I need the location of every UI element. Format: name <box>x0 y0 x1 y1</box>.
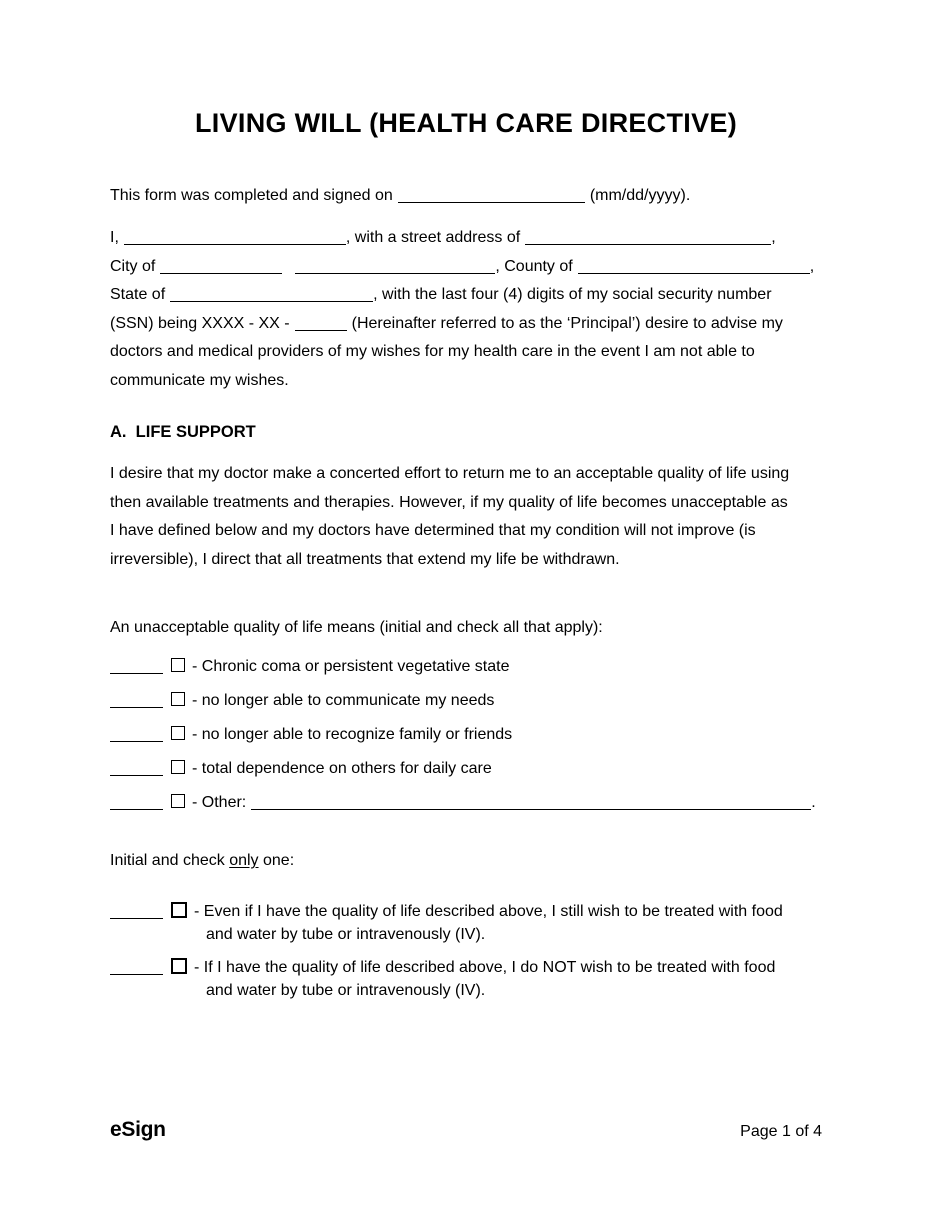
city-blank-segment-2[interactable] <box>295 268 495 274</box>
document-title: LIVING WILL (HEALTH CARE DIRECTIVE) <box>195 108 737 138</box>
date-line-suffix: (mm/dd/yyyy). <box>589 187 691 204</box>
communicate-needs-checkbox[interactable] <box>171 692 185 706</box>
text-street-address-of: , with a street address of <box>345 229 521 246</box>
feed-even-if-checkbox[interactable] <box>171 902 187 918</box>
daily-care-label: - total dependence on others for daily care <box>192 760 492 777</box>
section-a-line-2: then available treatments and therapies. However, if my quality of life becomes unacceptable as <box>110 493 788 511</box>
section-a-line-3: I have defined below and my doctors have determined that my condition will not improve (is <box>110 522 756 539</box>
communicate-needs-label: - no longer able to communicate my needs <box>192 692 495 709</box>
text-last-four-digits: , with the last four (4) digits of my social security number <box>373 286 772 303</box>
principal-line-3 <box>110 281 822 310</box>
principal-line-4 <box>110 310 822 339</box>
text-comma-2: , <box>809 257 815 275</box>
communicate-needs-row <box>110 684 822 718</box>
principal-line-5: doctors and medical providers of my wishes for my health care in the event I am not able to <box>110 343 755 360</box>
feed-even-if-initials-blank[interactable] <box>110 913 163 919</box>
choice-prompt-pre: Initial and check <box>110 852 225 869</box>
choice-prompt-only-underlined: only <box>229 852 259 869</box>
chronic-coma-label: - Chronic coma or persistent vegetative state <box>192 658 510 675</box>
other-initials-blank[interactable] <box>110 804 163 810</box>
other-label: - Other: <box>192 794 247 811</box>
section-a-line-1: I desire that my doctor make a concerted effort to return me to an acceptable quality of life using <box>110 465 790 482</box>
chronic-coma-row <box>110 650 822 684</box>
feed-even-if-option <box>110 900 822 946</box>
principal-paragraph <box>110 224 822 395</box>
recognize-family-checkbox[interactable] <box>171 726 185 740</box>
principal-line-1 <box>110 224 822 253</box>
state-blank[interactable] <box>170 296 373 302</box>
principal-line-2 <box>110 253 822 282</box>
esign-logo: eSign <box>110 1118 166 1141</box>
principal-line-6: communicate my wishes. <box>110 371 289 389</box>
feed-even-if-text-line1: - Even if I have the quality of life described above, I still wish to be treated with food <box>194 903 783 920</box>
feed-even-if-line-2: and water by tube or intravenously (IV). <box>206 926 486 943</box>
street-address-blank[interactable] <box>525 239 771 245</box>
page-number-label: Page 1 of 4 <box>740 1123 822 1140</box>
chronic-coma-checkbox[interactable] <box>171 658 185 672</box>
feed-even-if-line-1 <box>110 900 822 923</box>
text-state-of: State of <box>110 286 166 303</box>
no-feed-checkbox[interactable] <box>171 958 187 974</box>
section-a-line-4: irreversible), I direct that all treatments that extend my life be withdrawn. <box>110 550 620 568</box>
quality-checklist <box>110 650 822 820</box>
recognize-family-initials-blank[interactable] <box>110 736 163 742</box>
date-signed-line <box>110 186 822 206</box>
other-text-blank[interactable] <box>251 804 811 810</box>
text-comma-1: , <box>771 229 776 246</box>
page-footer <box>110 1118 822 1142</box>
section-a-heading: A. LIFE SUPPORT <box>110 423 256 441</box>
city-blank-segment-1[interactable] <box>160 268 282 274</box>
daily-care-initials-blank[interactable] <box>110 770 163 776</box>
other-period: . <box>811 794 816 811</box>
other-row <box>110 786 822 820</box>
text-hereinafter: (Hereinafter referred to as the ‘Principal’) desire to advise my <box>351 314 783 332</box>
no-feed-line-2: and water by tube or intravenously (IV). <box>206 982 486 999</box>
text-i: I, <box>110 229 119 246</box>
section-a-body <box>110 460 822 574</box>
county-blank[interactable] <box>578 268 810 274</box>
ssn-last4-blank[interactable] <box>295 325 347 331</box>
daily-care-checkbox[interactable] <box>171 760 185 774</box>
chronic-coma-initials-blank[interactable] <box>110 668 163 674</box>
principal-name-blank[interactable] <box>124 239 346 245</box>
no-feed-text-line1: - If I have the quality of life described above, I do NOT wish to be treated with food <box>194 959 776 976</box>
choice-prompt-post: one: <box>263 852 295 869</box>
exclusive-choice-prompt <box>110 851 822 871</box>
no-feed-initials-blank[interactable] <box>110 969 163 975</box>
other-checkbox[interactable] <box>171 794 185 808</box>
text-city-of: City of <box>110 257 156 275</box>
feeding-choice-group <box>110 900 822 1002</box>
text-ssn-being: (SSN) being XXXX - XX - <box>110 314 290 332</box>
no-feed-line-1 <box>110 956 822 979</box>
daily-care-row <box>110 752 822 786</box>
text-county-of: , County of <box>495 257 573 275</box>
signing-date-blank[interactable] <box>398 197 585 203</box>
communicate-needs-initials-blank[interactable] <box>110 702 163 708</box>
date-line-prefix: This form was completed and signed on <box>110 187 393 204</box>
recognize-family-row <box>110 718 822 752</box>
quality-list-prompt: An unacceptable quality of life means (initial and check all that apply): <box>110 619 603 636</box>
no-feed-option <box>110 956 822 1002</box>
recognize-family-label: - no longer able to recognize family or friends <box>192 726 513 743</box>
